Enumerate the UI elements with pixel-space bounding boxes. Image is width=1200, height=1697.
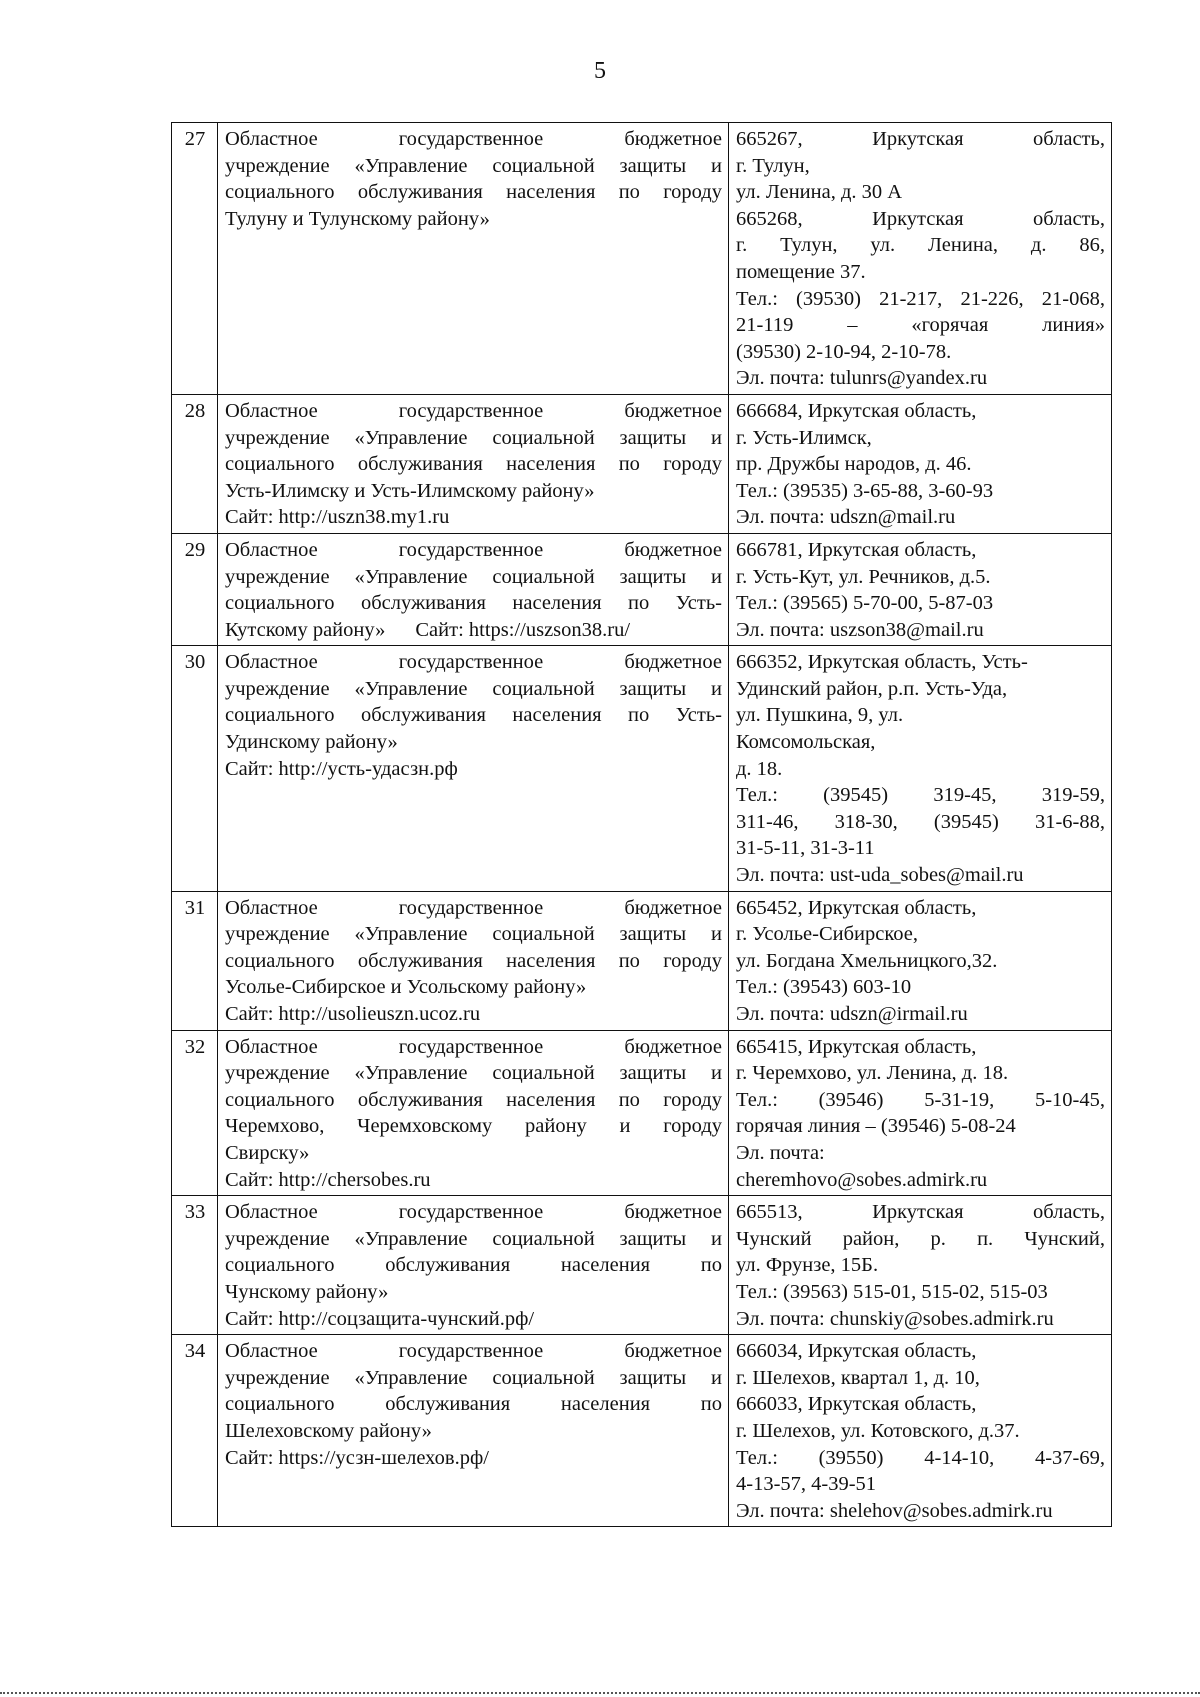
institution-name-cell xyxy=(218,1196,729,1335)
contacts-line: пр. Дружбы народов, д. 46. xyxy=(736,453,972,476)
institution-name-line: социального обслуживания населения по городу xyxy=(225,453,722,476)
institution-name-line: Усолье-Сибирское и Усольскому району» xyxy=(225,976,587,999)
contacts-line: 666684, Иркутская область, xyxy=(736,399,977,422)
institution-name-cell xyxy=(218,123,729,395)
contacts-line: ул. Ленина, д. 30 А xyxy=(736,181,903,204)
institution-name-cell xyxy=(218,533,729,645)
page-number: 5 xyxy=(594,58,606,84)
contacts-line: ул. Пушкина, 9, ул. xyxy=(736,704,904,727)
contacts-line: 21-119 – «горячая линия» xyxy=(736,314,1105,337)
contacts-line: Тел.: (39563) 515-01, 515-02, 515-03 xyxy=(736,1280,1048,1303)
contacts-cell xyxy=(729,533,1112,645)
institution-name-line: учреждение «Управление социальной защиты и xyxy=(225,1062,722,1085)
contacts-line: 666033, Иркутская область, xyxy=(736,1393,977,1416)
contacts-line: г. Шелехов, квартал 1, д. 10, xyxy=(736,1366,980,1389)
contacts-line: Эл. почта: ust-uda_sobes@mail.ru xyxy=(736,864,1024,887)
institution-name-line: Чунскому району» xyxy=(225,1280,389,1303)
institution-name-line: социального обслуживания населения по Усть- xyxy=(225,704,722,727)
contacts-line: 666352, Иркутская область, Усть- xyxy=(736,651,1028,674)
contacts-line: г. Тулун, xyxy=(736,154,810,177)
table-row xyxy=(172,646,1112,891)
contacts-line: Чунский район, р. п. Чунский, xyxy=(736,1227,1105,1250)
institution-name-line: Свирску» xyxy=(225,1141,310,1164)
contacts-line: (39530) 2-10-94, 2-10-78. xyxy=(736,340,952,363)
contacts-line: г. Шелехов, ул. Котовского, д.37. xyxy=(736,1419,1020,1442)
institution-name-line: Областное государственное бюджетное xyxy=(225,399,722,422)
institution-name-cell xyxy=(218,1030,729,1196)
contacts-line: Эл. почта: xyxy=(736,1141,825,1164)
contacts-line: Тел.: (39543) 603-10 xyxy=(736,976,912,999)
institution-name-cell xyxy=(218,646,729,891)
institution-name-line: Областное государственное бюджетное xyxy=(225,651,722,674)
institution-name-line: учреждение «Управление социальной защиты и xyxy=(225,426,722,449)
contacts-line: Эл. почта: udszn@irmail.ru xyxy=(736,1003,968,1025)
contacts-line: горячая линия – (39546) 5-08-24 xyxy=(736,1115,1016,1138)
page-bottom-edge xyxy=(0,1692,1200,1694)
website-line: Сайт: http://usolieuszn.ucoz.ru xyxy=(225,1003,481,1025)
institution-name-tail: Кутскому району» xyxy=(225,618,386,641)
contacts-cell xyxy=(729,646,1112,891)
table-row xyxy=(172,891,1112,1030)
row-number: 32 xyxy=(172,1030,218,1196)
contacts-line: г. Усть-Кут, ул. Речников, д.5. xyxy=(736,565,991,588)
table-row xyxy=(172,394,1112,533)
institution-name-cell xyxy=(218,394,729,533)
institution-name-line: Областное государственное бюджетное xyxy=(225,128,722,150)
institution-name-line: Черемхово, Черемховскому району и городу xyxy=(225,1115,722,1138)
institution-name-cell xyxy=(218,891,729,1030)
institution-name-line: учреждение «Управление социальной защиты и xyxy=(225,677,722,700)
institution-name-line: учреждение «Управление социальной защиты и xyxy=(225,154,722,177)
institution-name-line: социального обслуживания населения по городу xyxy=(225,1088,722,1111)
table-row xyxy=(172,533,1112,645)
contacts-line: 665415, Иркутская область, xyxy=(736,1035,977,1058)
institution-name-line: социального обслуживания населения по xyxy=(225,1254,722,1277)
institution-name-line: Областное государственное бюджетное xyxy=(225,1035,722,1058)
contacts-line: 4-13-57, 4-39-51 xyxy=(736,1473,877,1496)
website-line: Сайт: https://uszson38.ru/ xyxy=(415,618,631,641)
contacts-line: 666034, Иркутская область, xyxy=(736,1340,977,1363)
contacts-line: Удинский район, р.п. Усть-Уда, xyxy=(736,677,1008,700)
website-line: Сайт: http://соцзащита-чунский.рф/ xyxy=(225,1307,535,1330)
row-number: 28 xyxy=(172,394,218,533)
contacts-line: Тел.: (39565) 5-70-00, 5-87-03 xyxy=(736,592,994,615)
institution-name-line: Областное государственное бюджетное xyxy=(225,538,722,561)
row-number: 30 xyxy=(172,646,218,891)
institution-name-line: социального обслуживания населения по Усть- xyxy=(225,592,722,615)
contacts-line: г. Усть-Илимск, xyxy=(736,426,872,449)
institution-name-line: учреждение «Управление социальной защиты и xyxy=(225,923,722,946)
contacts-line: Комсомольская, xyxy=(736,731,876,754)
contacts-line: 311-46, 318-30, (39545) 31-6-88, xyxy=(736,810,1105,833)
contacts-line: г. Черемхово, ул. Ленина, д. 18. xyxy=(736,1062,1009,1085)
contacts-line: 665513, Иркутская область, xyxy=(736,1201,1105,1224)
institution-name-line: Областное государственное бюджетное xyxy=(225,896,722,919)
table-row xyxy=(172,123,1112,395)
institution-name-line: учреждение «Управление социальной защиты и xyxy=(225,565,722,588)
institution-name-line: социального обслуживания населения по городу xyxy=(225,181,722,204)
row-number: 34 xyxy=(172,1335,218,1527)
contacts-cell xyxy=(729,394,1112,533)
contacts-line: ул. Фрунзе, 15Б. xyxy=(736,1254,879,1277)
row-number: 27 xyxy=(172,123,218,395)
institution-name-line: Тулуну и Тулунскому району» xyxy=(225,207,490,230)
contacts-line: 665267, Иркутская область, xyxy=(736,128,1105,150)
contacts-line: Тел.: (39530) 21-217, 21-226, 21-068, xyxy=(736,287,1105,310)
contacts-cell xyxy=(729,891,1112,1030)
contacts-line: д. 18. xyxy=(736,757,783,780)
contacts-cell xyxy=(729,1335,1112,1527)
institutions-table xyxy=(171,122,1112,1527)
institution-name-line: учреждение «Управление социальной защиты и xyxy=(225,1227,722,1250)
row-number: 33 xyxy=(172,1196,218,1335)
contacts-line: 31-5-11, 31-3-11 xyxy=(736,837,875,860)
institution-name-line: социального обслуживания населения по городу xyxy=(225,949,722,972)
table-row xyxy=(172,1335,1112,1527)
row-number: 29 xyxy=(172,533,218,645)
contacts-line: Тел.: (39535) 3-65-88, 3-60-93 xyxy=(736,479,994,502)
contacts-line: Эл. почта: tulunrs@yandex.ru xyxy=(736,367,988,390)
institution-name-line: Областное государственное бюджетное xyxy=(225,1201,722,1224)
institution-name-line: Областное государственное бюджетное xyxy=(225,1340,722,1363)
institution-name-line: социального обслуживания населения по xyxy=(225,1393,722,1416)
contacts-line: Эл. почта: udszn@mail.ru xyxy=(736,506,956,529)
contacts-line: 665268, Иркутская область, xyxy=(736,207,1105,230)
contacts-line: Эл. почта: shelehov@sobes.admirk.ru xyxy=(736,1499,1053,1522)
contacts-line: Тел.: (39545) 319-45, 319-59, xyxy=(736,784,1105,807)
institution-name-line xyxy=(225,617,722,644)
contacts-line: Эл. почта: uszson38@mail.ru xyxy=(736,618,984,641)
contacts-line: 665452, Иркутская область, xyxy=(736,896,977,919)
institution-name-line: Шелеховскому району» xyxy=(225,1419,432,1442)
contacts-line: г. Усолье-Сибирское, xyxy=(736,923,919,946)
contacts-line: помещение 37. xyxy=(736,260,866,283)
contacts-cell xyxy=(729,1030,1112,1196)
contacts-line: Эл. почта: chunskiy@sobes.admirk.ru xyxy=(736,1307,1054,1330)
contacts-line: 666781, Иркутская область, xyxy=(736,538,977,561)
contacts-line: Тел.: (39550) 4-14-10, 4-37-69, xyxy=(736,1446,1105,1469)
website-line: Сайт: http://chersobes.ru xyxy=(225,1168,431,1191)
institution-name-line: учреждение «Управление социальной защиты и xyxy=(225,1366,722,1389)
institution-name-line: Удинскому району» xyxy=(225,731,398,754)
contacts-cell xyxy=(729,1196,1112,1335)
contacts-line: cheremhovo@sobes.admirk.ru xyxy=(736,1168,988,1191)
contacts-cell xyxy=(729,123,1112,395)
contacts-line: Тел.: (39546) 5-31-19, 5-10-45, xyxy=(736,1088,1105,1111)
website-line: Сайт: https://усзн-шелехов.рф/ xyxy=(225,1446,489,1469)
institution-name-cell xyxy=(218,1335,729,1527)
institution-name-line: Усть-Илимску и Усть-Илимскому району» xyxy=(225,479,595,502)
table-row xyxy=(172,1196,1112,1335)
website-line: Сайт: http://uszn38.my1.ru xyxy=(225,506,450,529)
website-line: Сайт: http://усть-удасзн.рф xyxy=(225,757,458,780)
contacts-line: ул. Богдана Хмельницкого,32. xyxy=(736,949,998,972)
row-number: 31 xyxy=(172,891,218,1030)
table-row xyxy=(172,1030,1112,1196)
contacts-line: г. Тулун, ул. Ленина, д. 86, xyxy=(736,234,1105,257)
